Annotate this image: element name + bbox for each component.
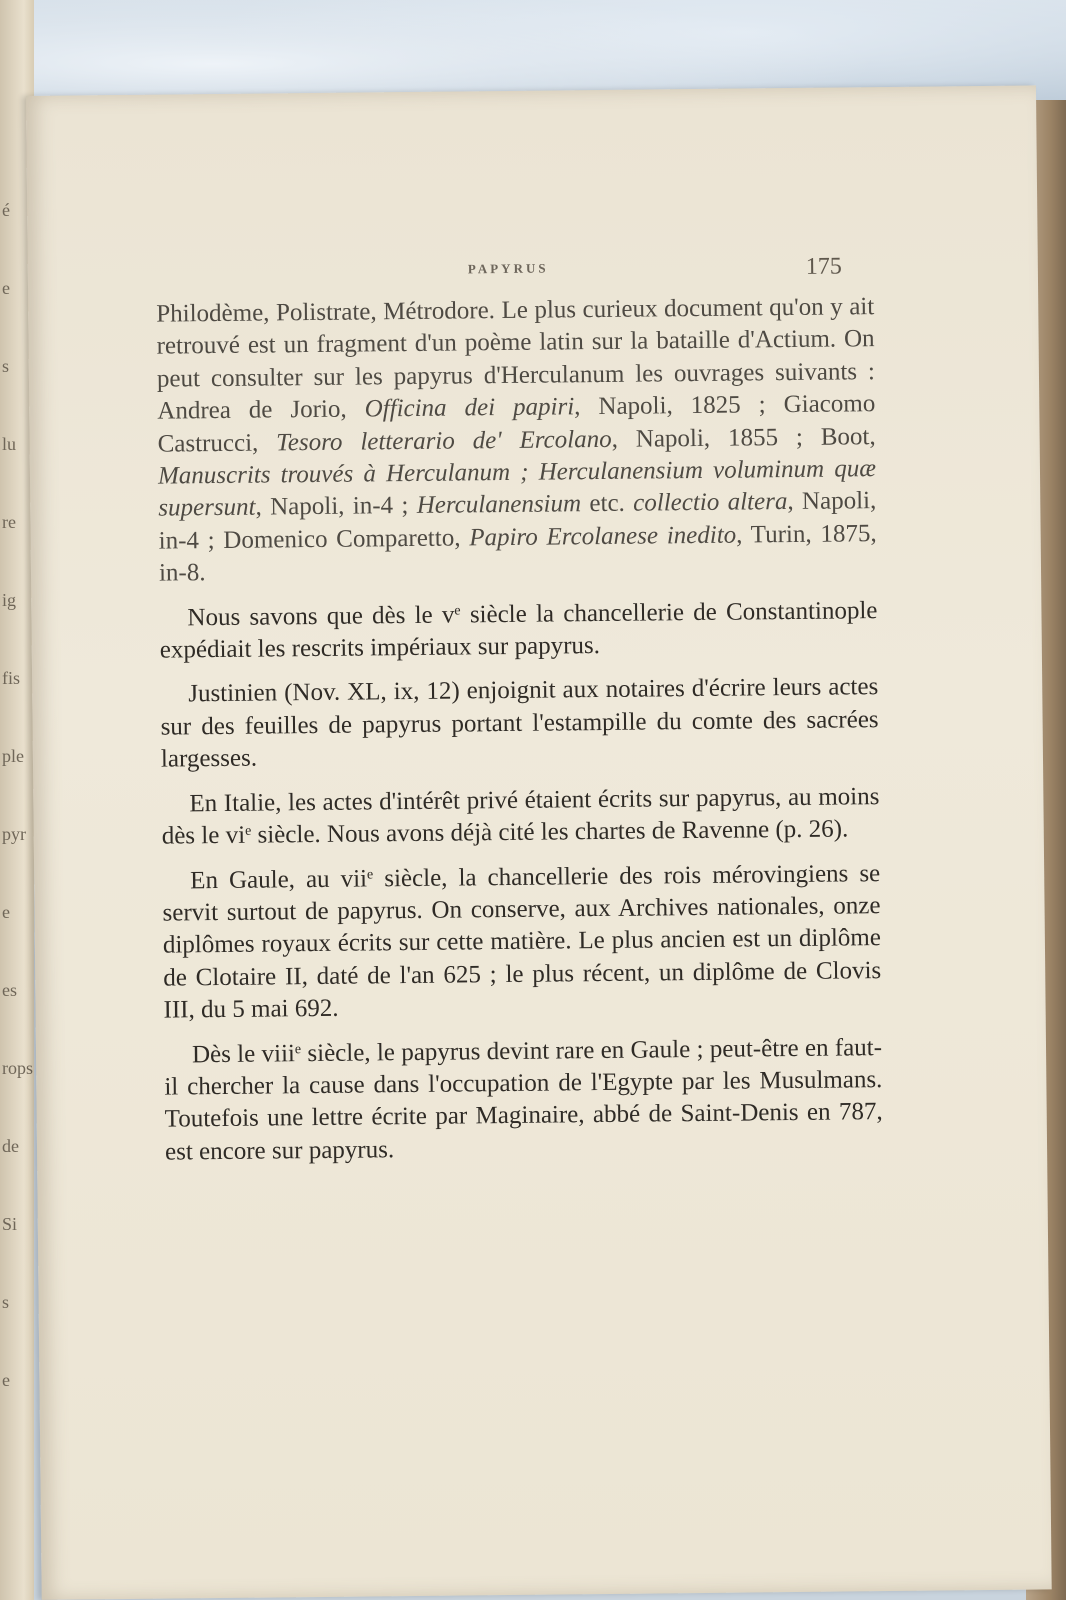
paragraph [159, 595, 878, 667]
text-run: etc. [580, 490, 634, 518]
paragraph [161, 781, 880, 853]
italic-title: Manuscrits trouvés à Herculanum ; Herculanensium voluminum quæ supersunt [157, 455, 877, 523]
italic-title: Tesoro letterario de' Ercolano [276, 425, 612, 457]
body-text [156, 291, 883, 1181]
italic-title: Officina dei papiri [364, 393, 575, 423]
text-run: En Italie, les actes d'intérêt privé étaient écrits sur papyrus, au moins dès le vi [161, 782, 880, 850]
text-run: Nous savons que dès le v [187, 601, 455, 631]
italic-title: Papiro Ercolanese inedito [469, 521, 737, 552]
facing-page-fragment: fis [2, 668, 20, 688]
running-head [28, 251, 1038, 292]
facing-page-fragment: Si [2, 1214, 18, 1234]
paragraph [162, 858, 882, 1028]
facing-page-fragment: s [2, 356, 10, 376]
facing-page-fragment: é [2, 200, 10, 220]
text-run: Dès le viii [191, 1039, 296, 1068]
text-run: siècle, le papyrus devint rare en Gaule ; peut-être en faut-il chercher la cause dans l'occupation de l'Egypte par les Musulmans. Toutefois une lettre écrite par Maginaire, abbé de Saint-Denis en 787, est encore sur papyrus. [164, 1033, 883, 1166]
book-page [26, 85, 1052, 1599]
superscript: e [454, 603, 461, 619]
facing-page-fragment: re [2, 512, 16, 532]
text-run: En Gaule, au vii [190, 864, 368, 894]
facing-page-fragment: e [2, 902, 10, 922]
superscript: e [366, 866, 374, 882]
paragraph [164, 1032, 883, 1169]
paragraph [160, 672, 879, 777]
text-run: siècle, la chancellerie des rois mérovingiens se servit surtout de papyrus. On conserve, aux Archives nationales, onze diplômes royaux écrits sur cette matière. Le plus ancien est un diplôme de Clotaire II, daté de l'an 625 ; le plus récent, un diplôme de Clovis III, du 5 mai 692. [162, 859, 882, 1024]
italic-title: Herculanensium [416, 490, 582, 520]
facing-page-fragment: de [2, 1136, 19, 1156]
italic-title: collectio altera [633, 488, 788, 518]
text-run: siècle la chancellerie de Constantinople expédiait les rescrits impériaux sur papyrus. [159, 596, 878, 664]
facing-page-fragment: rops [2, 1058, 33, 1078]
facing-page-fragment: lu [2, 434, 17, 454]
text-run: Philodème, Polistrate, Métrodore. Le plus curieux document qu'on y ait retrouvé est un fragment d'un poème latin sur la bataille d'Actium. On peut consulter sur les papyrus d'Herculanum les ouvrages suivants : Andrea de Jorio, [156, 293, 876, 425]
paragraph [156, 291, 877, 590]
text-run: , Napoli, in-4 ; Domenico Comparetto, [158, 487, 877, 555]
facing-page-fragment: es [2, 980, 17, 1000]
text-run: Justinien (Nov. XL, ix, 12) enjoignit aux notaires d'écrire leurs actes sur des feuilles de papyrus portant l'estampille du comte des sacrées largesses. [160, 673, 879, 773]
facing-page-fragment: e [2, 278, 10, 298]
text-run: , Turin, 1875, in-8. [158, 519, 877, 587]
running-title: PAPYRUS [467, 260, 549, 277]
text-run: , Napoli, 1825 ; Giacomo Castrucci, [157, 390, 876, 458]
facing-page-fragment: ple [2, 746, 24, 766]
facing-page-fragment: pyr [2, 824, 26, 844]
superscript: e [244, 823, 252, 839]
text-run: , Napoli, in-4 ; [255, 492, 417, 522]
text-run: siècle. Nous avons déjà cité les chartes de Ravenne (p. 26). [251, 815, 849, 849]
page-number: 175 [805, 253, 842, 280]
superscript: e [294, 1041, 302, 1057]
facing-page-fragment: e [2, 1370, 10, 1390]
text-run: , Napoli, 1855 ; Boot, [611, 422, 876, 453]
facing-page-fragment: s [2, 1292, 10, 1312]
facing-page-fragment: ig [2, 590, 17, 610]
